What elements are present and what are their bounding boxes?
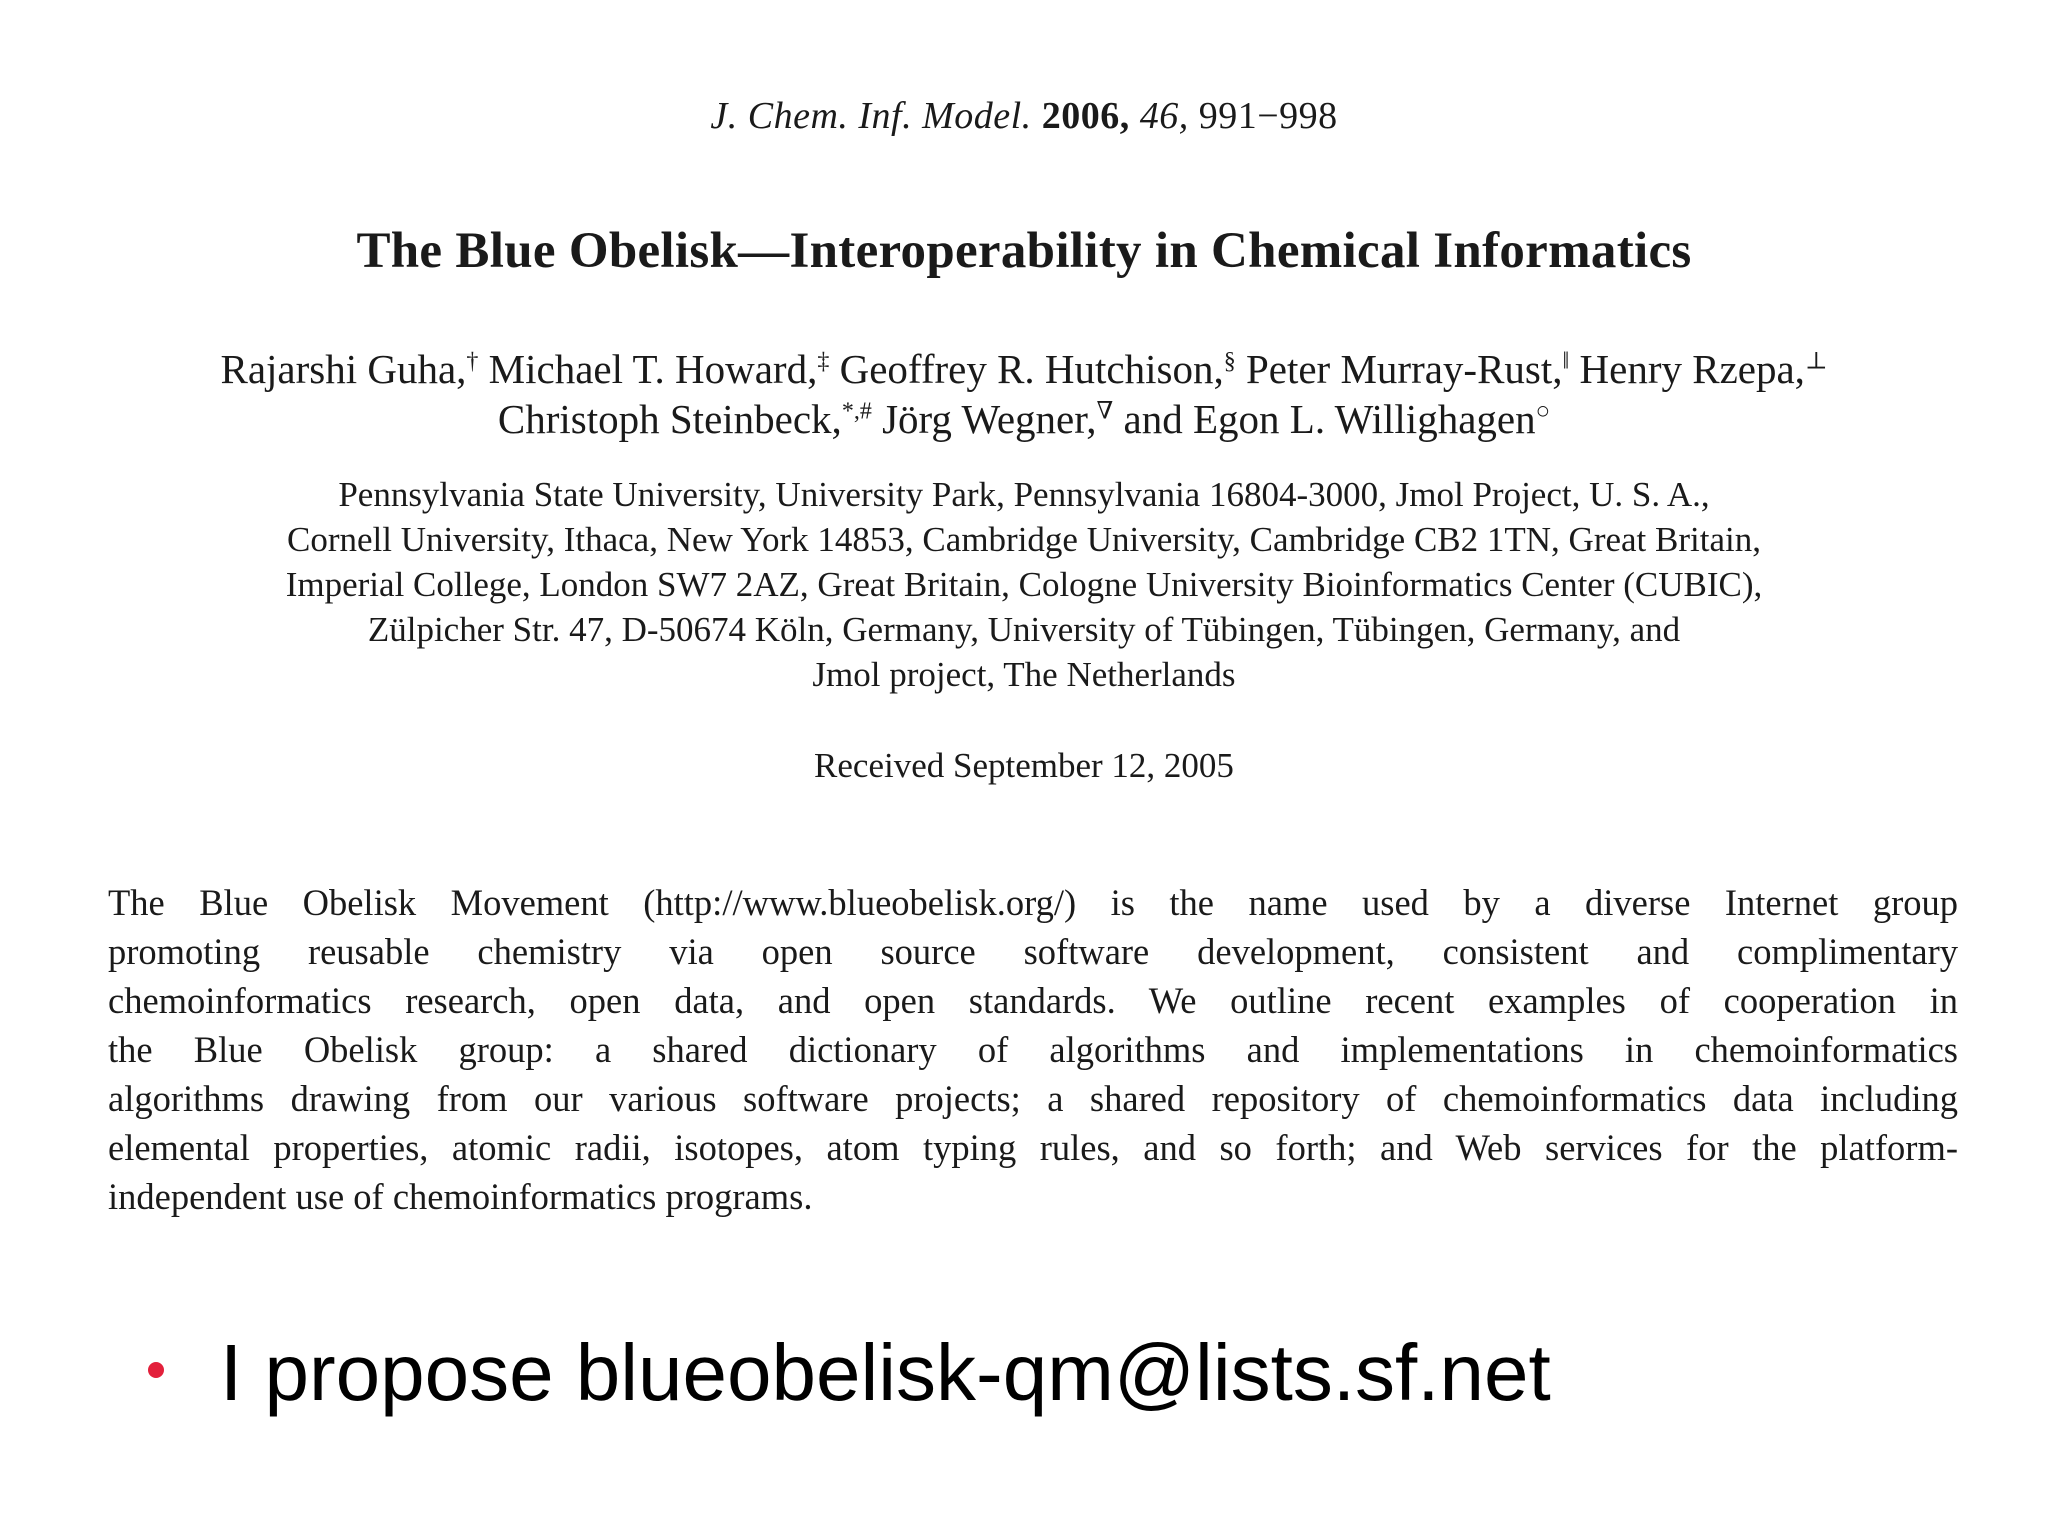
author-mark: ○ (1535, 398, 1551, 425)
author-mark: ‖ (1562, 348, 1570, 375)
received-date: Received September 12, 2005 (814, 746, 1234, 785)
abstract-line: The Blue Obelisk Movement (http://www.blueobelisk.org/) is the name used by a diverse Internet group (108, 882, 1958, 923)
author-name: Rajarshi Guha, (220, 346, 467, 392)
author-mark: ‡ (817, 348, 830, 375)
author-line (90, 394, 1958, 444)
bullet-dot-icon (148, 1362, 164, 1378)
abstract-line: algorithms drawing from our various software projects; a shared repository of chemoinformatics data including (108, 1078, 1958, 1119)
author-mark: ∇ (1096, 398, 1114, 425)
abstract-line: chemoinformatics research, open data, and open standards. We outline recent examples of cooperation in (108, 980, 1958, 1021)
affiliations (100, 472, 1948, 697)
author-name: Geoffrey R. Hutchison, (829, 346, 1224, 392)
author-name: and Egon L. Willighagen (1113, 396, 1536, 442)
journal-volume: 46, (1139, 95, 1189, 137)
abstract-line: promoting reusable chemistry via open source software development, consistent and complimentary (108, 931, 1958, 972)
journal-pages: 991−998 (1198, 95, 1338, 137)
affiliation-line: Zülpicher Str. 47, D-50674 Köln, Germany, University of Tübingen, Tübingen, Germany, and (367, 610, 1681, 649)
paper-title: The Blue Obelisk—Interoperability in Chemical Informatics (356, 223, 1692, 279)
journal-year: 2006, (1041, 95, 1130, 137)
affiliation-line: Imperial College, London SW7 2AZ, Great Britain, Cologne University Bioinformatics Center (CUBIC), (285, 565, 1763, 604)
author-name: Michael T. Howard, (478, 346, 818, 392)
abstract-line: independent use of chemoinformatics programs. (108, 1176, 813, 1217)
journal-name: J. Chem. Inf. Model. (710, 95, 1032, 137)
abstract-line: the Blue Obelisk group: a shared dictionary of algorithms and implementations in chemoinformatics (108, 1029, 1958, 1070)
author-mark: *,# (841, 398, 872, 425)
author-mark: † (466, 348, 479, 375)
author-name: Peter Murray-Rust, (1235, 346, 1563, 392)
affiliation-line: Pennsylvania State University, University Park, Pennsylvania 16804-3000, Jmol Project, U. S. A., (338, 475, 1710, 514)
affiliation-line: Jmol project, The Netherlands (812, 655, 1236, 694)
bullet-text: I propose blueobelisk-qm@lists.sf.net (220, 1328, 1551, 1417)
author-name: Christoph Steinbeck, (497, 396, 842, 442)
journal-citation (0, 94, 2048, 138)
author-mark: § (1223, 348, 1236, 375)
author-list (90, 344, 1958, 444)
author-name: Henry Rzepa, (1569, 346, 1805, 392)
author-mark: ⊥ (1804, 348, 1828, 375)
bullet-point (140, 1328, 1940, 1418)
abstract (108, 878, 1958, 1221)
author-line (90, 344, 1958, 394)
affiliation-line: Cornell University, Ithaca, New York 14853, Cambridge University, Cambridge CB2 1TN, Great Britain, (287, 520, 1761, 559)
author-name: Jörg Wegner, (871, 396, 1097, 442)
abstract-line: elemental properties, atomic radii, isotopes, atom typing rules, and so forth; and Web services for the platform- (108, 1127, 1958, 1168)
